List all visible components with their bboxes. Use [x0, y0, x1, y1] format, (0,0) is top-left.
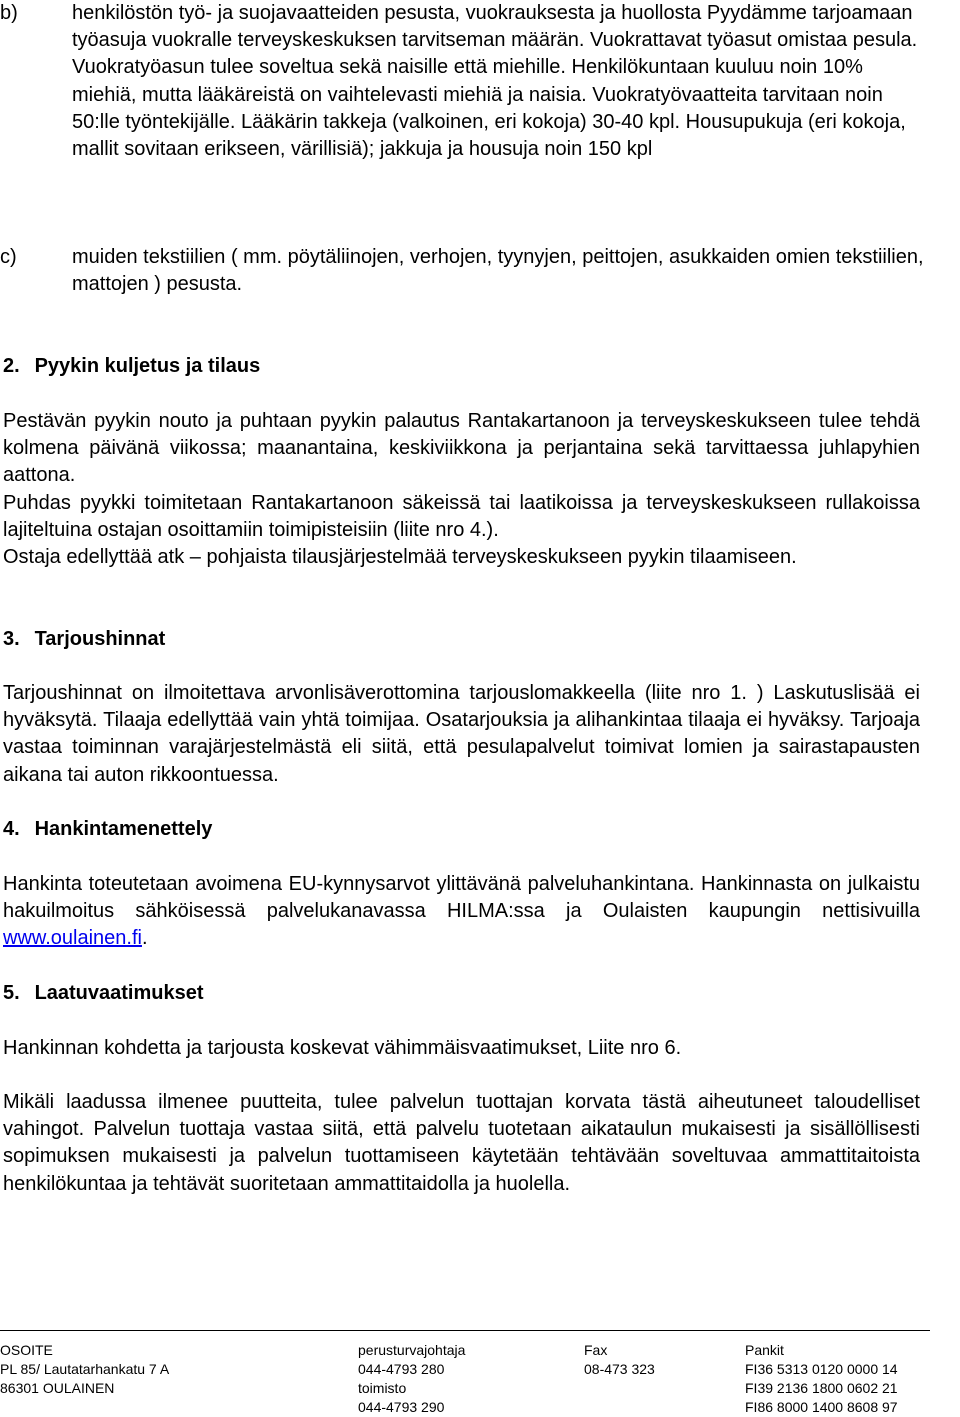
section-title: Hankintamenettely — [34, 818, 213, 840]
footer-line: 08-473 323 — [584, 1361, 655, 1377]
footer-phones — [358, 1341, 465, 1417]
footer-line: 044-4793 280 — [358, 1361, 445, 1377]
paragraph-text: Hankinta toteutetaan avoimena EU-kynnysarvot ylittävänä palveluhankintana. Hankinnasta on julkaistu hakuilmoitus sähköisessä palvelukanavassa HILMA:ssa ja Oulaisten kaupungin nettisivuilla — [3, 873, 920, 923]
paragraph: Ostaja edellyttää atk – pohjaista tilausjärjestelmää terveyskeskukseen pyykin tilaamiseen. — [3, 546, 797, 569]
paragraph — [3, 871, 920, 953]
footer-label: OSOITE — [0, 1342, 53, 1358]
list-marker: b) — [0, 2, 18, 24]
section-4-body — [3, 871, 920, 953]
footer-line: toimisto — [358, 1380, 407, 1396]
paragraph: Tarjoushinnat on ilmoitettava arvonlisäverottomina tarjouslomakkeella (liite nro 1. ) Laskutuslisää ei hyväksytä. Tilaaja edellyttää vain yhtä toimijaa. Osatarjouksia ja alihankintaa tilaaja ei hyväksy. Tarjoaja vastaa toiminnan varajärjestelmästä eli siitä, että pesulapalvelut toimivat lomien ja sairastapausten aikana tai auton rikkoontuessa. — [3, 682, 920, 786]
section-5-body-1 — [3, 1035, 920, 1062]
list-item-c — [0, 244, 930, 298]
website-link[interactable]: www.oulainen.fi — [3, 927, 142, 950]
footer-line: PL 85/ Lautatarhankatu 7 A — [0, 1361, 170, 1377]
section-heading-5 — [3, 980, 204, 1007]
paragraph: Hankinnan kohdetta ja tarjousta koskevat vähimmäisvaatimukset, Liite nro 6. — [3, 1037, 682, 1059]
section-number: 2. — [3, 355, 20, 377]
paragraph-text-end: . — [141, 927, 148, 950]
section-5-body-2 — [3, 1089, 920, 1198]
footer-line: FI86 8000 1400 8608 97 — [745, 1399, 898, 1415]
page-footer — [0, 1330, 930, 1415]
section-heading-2 — [3, 353, 260, 380]
paragraph: Mikäli laadussa ilmenee puutteita, tulee palvelun tuottajan korvata tästä aiheutuneet taloudelliset vahingot. Palvelun tuottaja vastaa siitä, että palvelu tuotetaan aikataulun mukaisesti ja sisällöllisesti sopimuksen mukaisesti ja palvelun tuottamiseen käytetään tehtävään soveltuvaa ammattitaitoista henkilökuntaa ja tehtävät suoritetaan ammattitaidolla ja huolella. — [3, 1091, 920, 1195]
section-title: Laatuvaatimukset — [34, 982, 204, 1004]
list-item-text: henkilöstön työ- ja suojavaatteiden pesusta, vuokrauksesta ja huollosta Pyydämme tarjoamaan työasuja vuokralle terveyskeskuksen tarvitseman määrän. Vuokrattavat työasut omistaa pesula. Vuokratyöasun tulee soveltua sekä naisille että miehille. Henkilökuntaan kuuluu noin 10% miehiä, mutta lääkäreistä on vaihtelevasti miehiä ja naisia. Vuokratyövaatteita tarvitaan noin 50:lle työntekijälle. Lääkärin takkeja (valkoinen, eri kokoja) 30-40 kpl. Housupukuja (eri kokoja, mallit sovitaan erikseen, värillisiä); jakkuja ja housuja noin 150 kpl — [72, 2, 918, 161]
section-number: 5. — [3, 982, 20, 1004]
paragraph: Pestävän pyykin nouto ja puhtaan pyykin palautus Rantakartanoon ja terveyskeskukseen tulee tehdä kolmena päivänä viikossa; maanantaina, keskiviikkona ja perjantaina sekä tarvittaessa juhlapyhien aattona. — [3, 410, 920, 487]
footer-line: 044-4793 290 — [358, 1399, 445, 1415]
footer-label: Pankit — [745, 1342, 784, 1358]
footer-banks — [745, 1341, 898, 1417]
list-item-b — [0, 0, 930, 163]
section-3-body — [3, 680, 920, 789]
section-title: Tarjoushinnat — [34, 628, 166, 650]
footer-line: 86301 OULAINEN — [0, 1380, 115, 1396]
section-number: 4. — [3, 818, 20, 840]
section-2-body — [3, 408, 920, 571]
footer-address — [0, 1341, 169, 1398]
list-marker: c) — [0, 246, 17, 268]
footer-line: FI39 2136 1800 0602 21 — [745, 1380, 898, 1396]
section-heading-3 — [3, 626, 165, 653]
footer-fax — [584, 1341, 655, 1379]
section-number: 3. — [3, 628, 20, 650]
footer-label: Fax — [584, 1342, 608, 1358]
section-title: Pyykin kuljetus ja tilaus — [34, 355, 261, 377]
paragraph: Puhdas pyykki toimitetaan Rantakartanoon säkeissä tai laatikoissa ja terveyskeskukseen rullakoissa lajiteltuina ostajan osoittamiin toimipisteisiin (liite nro 4.). — [3, 491, 920, 541]
footer-line: FI36 5313 0120 0000 14 — [745, 1361, 898, 1377]
section-heading-4 — [3, 816, 212, 843]
list-item-text: muiden tekstiilien ( mm. pöytäliinojen, verhojen, tyynyjen, peittojen, asukkaiden omien tekstiilien, mattojen ) pesusta. — [72, 246, 924, 296]
footer-label: perusturvajohtaja — [358, 1342, 466, 1358]
